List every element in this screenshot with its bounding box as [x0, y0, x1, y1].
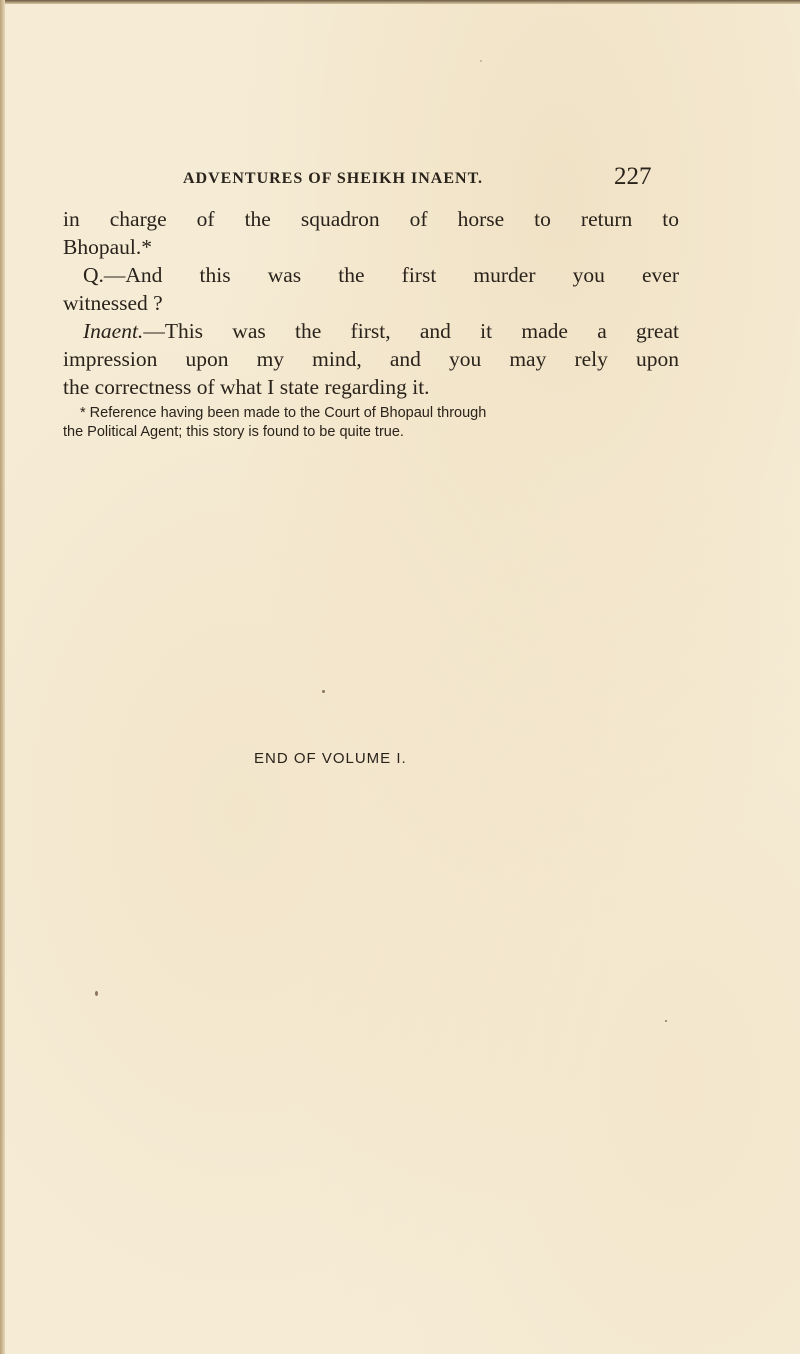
- page-left-edge: [0, 0, 5, 1354]
- body-line: witnessed ?: [63, 291, 163, 315]
- footnote-line: * Reference having been made to the Court of Bhopaul through: [80, 405, 487, 421]
- paper-speck: [322, 690, 325, 693]
- footnote: [63, 404, 683, 442]
- body-line: [63, 317, 679, 345]
- paper-speck: [480, 60, 482, 62]
- end-of-volume-mark: END OF VOLUME I.: [254, 750, 407, 767]
- body-line: [63, 261, 679, 289]
- body-line: Bhopaul.*: [63, 235, 152, 259]
- footnote-line: the Political Agent; this story is found to be quite true.: [63, 424, 404, 440]
- paper-speck: [95, 991, 98, 996]
- page-top-edge: [0, 0, 800, 4]
- dialogue-text: —And this was the first murder you ever: [103, 263, 679, 287]
- body-line: impression upon my mind, and you may rely upon: [63, 347, 679, 371]
- paper-speck: [665, 1020, 667, 1022]
- body-line: in charge of the squadron of horse to return to: [63, 207, 679, 231]
- body-text: [63, 205, 679, 401]
- speaker-label: Inaent.: [83, 319, 144, 343]
- running-head: ADVENTURES OF SHEIKH INAENT.: [183, 170, 484, 187]
- page-number: 227: [614, 163, 652, 190]
- body-line: the correctness of what I state regarding it.: [63, 375, 430, 399]
- dialogue-text: —This was the first, and it made a great: [143, 319, 679, 343]
- speaker-label: Q.: [83, 263, 104, 287]
